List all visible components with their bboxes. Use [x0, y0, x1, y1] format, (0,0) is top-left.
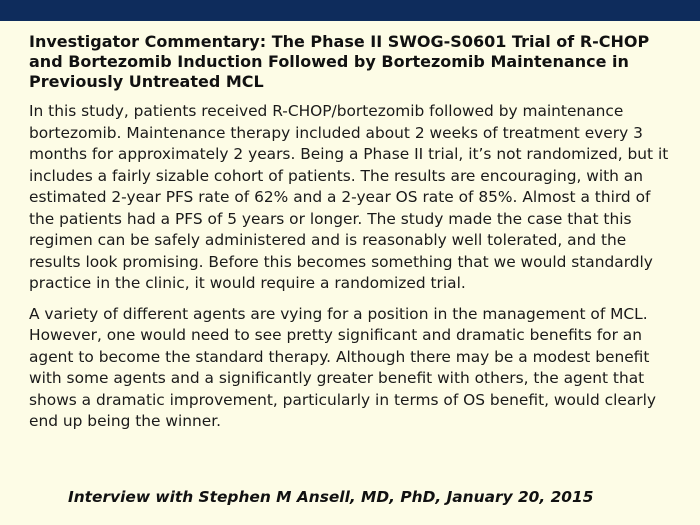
commentary-paragraph-1: In this study, patients received R-CHOP/bortezomib followed by maintenance bortezomib. Maintenance therapy included about 2 weeks of treatment every 3 months for approximately 2 years. Being a Phase II trial, it’s not randomized, but it includes a fairly sizable cohort of patients. The results are encouraging, with an estimated 2-year PFS rate of 62% and a 2-year OS rate of 85%. Almost a third of the patients had a PFS of 5 years or longer. The study made the case that this regimen can be safely administered and is reasonably well tolerated, and the results look promising. Before this becomes something that we would standardly practice in the clinic, it would require a randomized trial.	[29, 102, 669, 292]
commentary-body	[29, 32, 677, 442]
commentary-paragraph-2: A variety of different agents are vying for a position in the management of MCL. However, one would need to see pretty significant and dramatic benefits for an agent to become the standard therapy. Although there may be a modest benefit with some agents and a significantly greater benefit with others, the agent that shows a dramatic improvement, particularly in terms of OS benefit, would clearly end up being the winner.	[29, 304, 656, 430]
interview-attribution: Interview with Stephen M Ansell, MD, PhD, January 20, 2015	[68, 488, 594, 506]
slide-title: Investigator Commentary: The Phase II SWOG-S0601 Trial of R-CHOP and Bortezomib Induction Followed by Bortezomib Maintenance in Previously Untreated MCL	[29, 32, 650, 91]
header-bar	[0, 0, 700, 21]
